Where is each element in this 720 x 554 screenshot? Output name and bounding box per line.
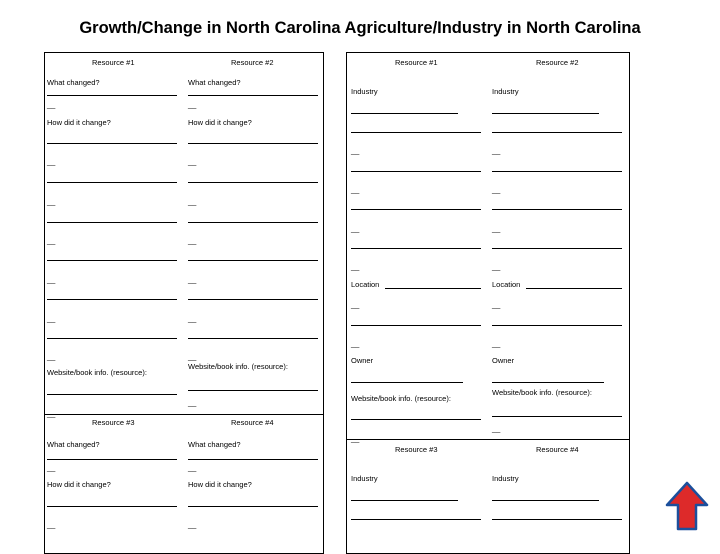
r2-website-label: Website/book info. (resource): [188,362,288,371]
i2-owner-line[interactable] [492,382,604,383]
r2-answer-line[interactable] [188,338,318,339]
agri-resource-1-heading: Resource #1 [92,58,135,67]
i3-industry-label: Industry [351,474,378,483]
i4-answer-line[interactable] [492,519,622,520]
ind-resource-3-heading: Resource #3 [395,445,438,454]
r1-what-changed-label: What changed? [47,78,100,87]
i2-short-blank: __ [492,262,501,271]
i2-short-blank: __ [492,146,501,155]
arrow-up-icon[interactable] [665,481,709,531]
i2-answer-line[interactable] [492,113,599,114]
i2-short-blank: __ [492,300,501,309]
agri-resource-2-heading: Resource #2 [231,58,274,67]
i1-location-line[interactable] [385,288,481,289]
i1-owner-line[interactable] [351,382,463,383]
i2-answer-line[interactable] [492,416,622,417]
r3-answer-line[interactable] [47,459,177,460]
i1-short-blank: __ [351,339,360,348]
r1-short-blank: __ [47,197,56,206]
i2-location-label: Location [492,280,521,289]
i1-answer-line[interactable] [351,209,481,210]
r2-short-blank: __ [188,314,197,323]
r3-how-changed-label: How did it change? [47,480,111,489]
r3-answer-line[interactable] [47,506,177,507]
agri-resource-3-heading: Resource #3 [92,418,135,427]
i2-industry-label: Industry [492,87,519,96]
r1-short-blank: __ [47,236,56,245]
i2-short-blank: __ [492,339,501,348]
i1-answer-line[interactable] [351,113,458,114]
i1-short-blank: __ [351,300,360,309]
i2-location-line[interactable] [526,288,622,289]
i2-website-label: Website/book info. (resource): [492,388,592,397]
r1-answer-line[interactable] [47,222,177,223]
r1-short-blank: __ [47,352,56,361]
r2-answer-line[interactable] [188,299,318,300]
r2-short-blank: __ [188,157,197,166]
i4-answer-line[interactable] [492,500,599,501]
ind-resource-4-heading: Resource #4 [536,445,579,454]
r1-answer-line[interactable] [47,260,177,261]
r4-short-blank: __ [188,520,197,529]
i1-short-blank: __ [351,224,360,233]
i1-short-blank: __ [351,185,360,194]
r4-short-blank: __ [188,463,197,472]
i2-answer-line[interactable] [492,325,622,326]
r2-answer-line[interactable] [188,260,318,261]
i2-answer-line[interactable] [492,248,622,249]
r2-short-blank: __ [188,398,197,407]
r2-answer-line[interactable] [188,95,318,96]
i1-answer-line[interactable] [351,248,481,249]
agriculture-box-top [44,52,324,415]
r2-short-blank: __ [188,352,197,361]
r2-answer-line[interactable] [188,222,318,223]
i2-short-blank: __ [492,424,501,433]
i2-short-blank: __ [492,224,501,233]
i4-industry-label: Industry [492,474,519,483]
r1-short-blank: __ [47,100,56,109]
r3-short-blank: __ [47,463,56,472]
i3-answer-line[interactable] [351,500,458,501]
i1-location-label: Location [351,280,380,289]
r1-answer-line[interactable] [47,95,177,96]
r1-answer-line[interactable] [47,299,177,300]
industry-box-bottom [346,439,630,554]
i1-answer-line[interactable] [351,132,481,133]
r2-short-blank: __ [188,100,197,109]
r4-answer-line[interactable] [188,459,318,460]
r2-answer-line[interactable] [188,143,318,144]
r3-short-blank: __ [47,520,56,529]
r2-answer-line[interactable] [188,390,318,391]
i2-answer-line[interactable] [492,132,622,133]
r1-answer-line[interactable] [47,394,177,395]
r1-short-blank: __ [47,314,56,323]
i2-owner-label: Owner [492,356,515,365]
i1-short-blank: __ [351,262,360,271]
i1-answer-line[interactable] [351,171,481,172]
agri-resource-4-heading: Resource #4 [231,418,274,427]
i2-short-blank: __ [492,185,501,194]
r4-how-changed-label: How did it change? [188,480,252,489]
i1-answer-line[interactable] [351,325,481,326]
i2-answer-line[interactable] [492,209,622,210]
r2-short-blank: __ [188,275,197,284]
i1-industry-label: Industry [351,87,378,96]
i1-short-blank: __ [351,146,360,155]
r3-what-changed-label: What changed? [47,440,100,449]
i1-short-blank: __ [351,434,360,443]
r1-website-label: Website/book info. (resource): [47,368,147,377]
r1-answer-line[interactable] [47,182,177,183]
ind-resource-2-heading: Resource #2 [536,58,579,67]
r1-answer-line[interactable] [47,143,177,144]
ind-resource-1-heading: Resource #1 [395,58,438,67]
i1-website-label: Website/book info. (resource): [351,394,451,403]
r1-short-blank: __ [47,157,56,166]
r2-how-changed-label: How did it change? [188,118,252,127]
r1-how-changed-label: How did it change? [47,118,111,127]
r1-short-blank: __ [47,275,56,284]
i2-answer-line[interactable] [492,171,622,172]
r2-short-blank: __ [188,236,197,245]
r4-answer-line[interactable] [188,506,318,507]
i1-answer-line[interactable] [351,419,481,420]
i3-answer-line[interactable] [351,519,481,520]
r1-answer-line[interactable] [47,338,177,339]
r2-answer-line[interactable] [188,182,318,183]
r2-short-blank: __ [188,197,197,206]
i1-owner-label: Owner [351,356,374,365]
r1-short-blank: __ [47,409,56,418]
r2-what-changed-label: What changed? [188,78,241,87]
page-title: Growth/Change in North Carolina Agriculture/Industry in North Carolina [79,19,641,37]
r4-what-changed-label: What changed? [188,440,241,449]
